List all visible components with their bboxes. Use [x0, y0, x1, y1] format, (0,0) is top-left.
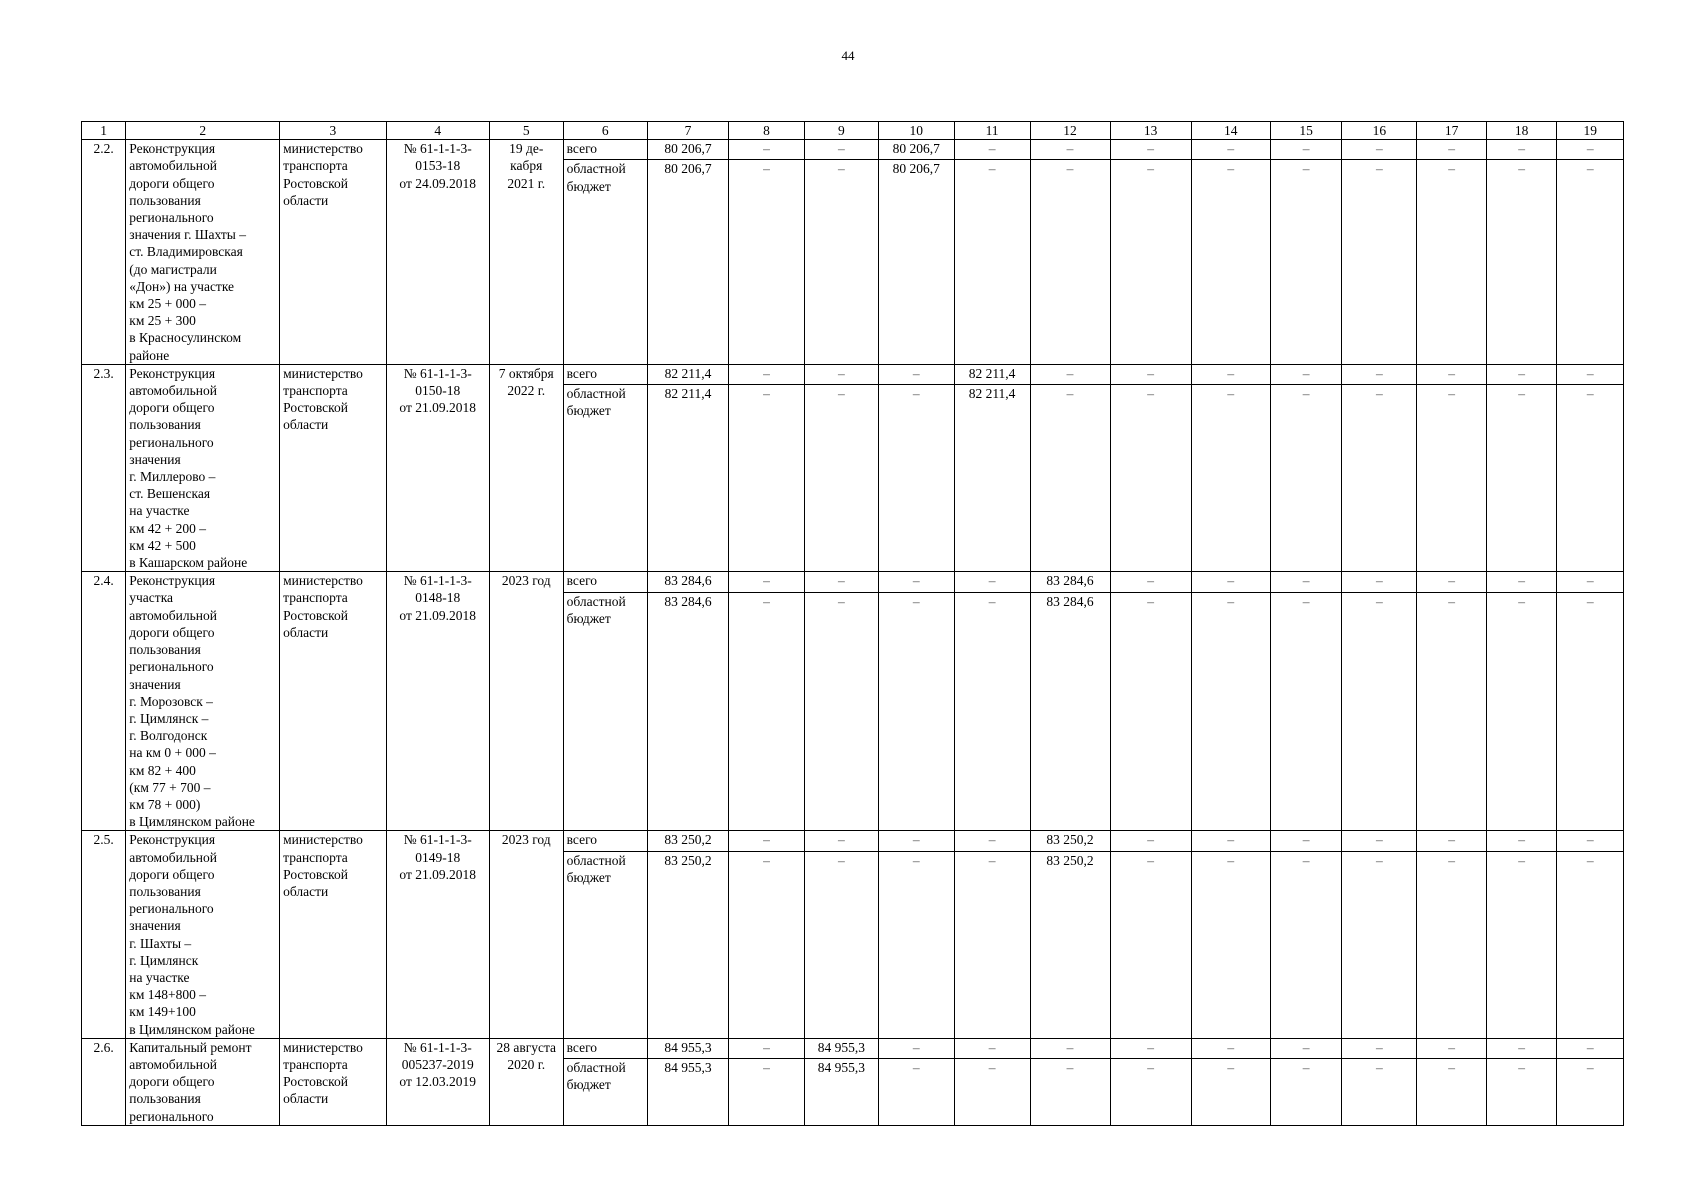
empty-value: –	[729, 1038, 805, 1058]
empty-value: –	[1191, 1038, 1270, 1058]
empty-value: –	[1417, 160, 1487, 364]
amount-value: 83 284,6	[647, 592, 728, 831]
empty-value: –	[1342, 572, 1417, 592]
empty-value: –	[1191, 140, 1270, 160]
table-row	[82, 831, 1624, 851]
empty-value: –	[1486, 1059, 1557, 1126]
column-header: 6	[563, 122, 647, 140]
amount-value: 83 250,2	[1030, 851, 1110, 1038]
empty-value: –	[1030, 1059, 1110, 1126]
amount-value: 80 206,7	[878, 140, 954, 160]
empty-value: –	[1342, 364, 1417, 384]
empty-value: –	[804, 140, 878, 160]
empty-value: –	[1191, 831, 1270, 851]
amount-value: 82 211,4	[954, 385, 1030, 572]
empty-value: –	[804, 385, 878, 572]
amount-value: 84 955,3	[647, 1038, 728, 1058]
funding-source: всего	[563, 364, 647, 384]
item-term: 7 октября 2022 г.	[489, 364, 563, 571]
empty-value: –	[1557, 592, 1624, 831]
empty-value: –	[1030, 140, 1110, 160]
item-number: 2.6.	[82, 1038, 126, 1125]
funding-source: всего	[563, 831, 647, 851]
empty-value: –	[729, 140, 805, 160]
item-document: № 61-1-1-3- 0153-18 от 24.09.2018	[386, 140, 489, 365]
empty-value: –	[1270, 592, 1342, 831]
column-header: 19	[1557, 122, 1624, 140]
empty-value: –	[1486, 592, 1557, 831]
amount-value: 83 250,2	[1030, 831, 1110, 851]
table-row	[82, 572, 1624, 592]
empty-value: –	[804, 831, 878, 851]
item-document: № 61-1-1-3- 0148-18 от 21.09.2018	[386, 572, 489, 831]
item-document: № 61-1-1-3- 0150-18 от 21.09.2018	[386, 364, 489, 571]
empty-value: –	[804, 851, 878, 1038]
empty-value: –	[1191, 160, 1270, 364]
amount-value: 84 955,3	[804, 1059, 878, 1126]
empty-value: –	[878, 364, 954, 384]
header-row	[82, 122, 1624, 140]
empty-value: –	[1110, 385, 1191, 572]
amount-value: 83 284,6	[1030, 592, 1110, 831]
empty-value: –	[1191, 851, 1270, 1038]
empty-value: –	[1270, 1059, 1342, 1126]
empty-value: –	[729, 385, 805, 572]
amount-value: 84 955,3	[647, 1059, 728, 1126]
empty-value: –	[1110, 831, 1191, 851]
empty-value: –	[878, 851, 954, 1038]
item-name: Реконструкция автомобильной дороги общего пользования регионального значения г. Шахты – г. Цимлянск на участке км 148+800 – км 149+100 в Цимлянском районе	[126, 831, 280, 1038]
column-header: 8	[729, 122, 805, 140]
empty-value: –	[954, 160, 1030, 364]
column-header: 17	[1417, 122, 1487, 140]
empty-value: –	[1557, 1059, 1624, 1126]
empty-value: –	[878, 385, 954, 572]
empty-value: –	[1191, 572, 1270, 592]
item-term: 19 де- кабря 2021 г.	[489, 140, 563, 365]
empty-value: –	[954, 592, 1030, 831]
item-customer: министерство транспорта Ростовской области	[280, 364, 386, 571]
amount-value: 82 211,4	[647, 385, 728, 572]
amount-value: 82 211,4	[647, 364, 728, 384]
item-term: 28 августа 2020 г.	[489, 1038, 563, 1125]
amount-value: 83 250,2	[647, 851, 728, 1038]
empty-value: –	[1486, 160, 1557, 364]
empty-value: –	[1030, 1038, 1110, 1058]
empty-value: –	[1030, 385, 1110, 572]
empty-value: –	[1486, 385, 1557, 572]
empty-value: –	[1342, 160, 1417, 364]
empty-value: –	[1417, 592, 1487, 831]
empty-value: –	[1110, 1059, 1191, 1126]
amount-value: 83 250,2	[647, 831, 728, 851]
empty-value: –	[1486, 1038, 1557, 1058]
empty-value: –	[729, 1059, 805, 1126]
empty-value: –	[1342, 1059, 1417, 1126]
amount-value: 82 211,4	[954, 364, 1030, 384]
empty-value: –	[1486, 364, 1557, 384]
funding-source: областной бюджет	[563, 385, 647, 572]
empty-value: –	[729, 364, 805, 384]
empty-value: –	[954, 1038, 1030, 1058]
amount-value: 80 206,7	[647, 140, 728, 160]
empty-value: –	[1270, 831, 1342, 851]
amount-value: 84 955,3	[804, 1038, 878, 1058]
amount-value: 80 206,7	[878, 160, 954, 364]
empty-value: –	[1110, 140, 1191, 160]
table-row	[82, 1038, 1624, 1058]
empty-value: –	[1417, 1059, 1487, 1126]
empty-value: –	[1110, 592, 1191, 831]
empty-value: –	[1417, 831, 1487, 851]
item-name: Реконструкция автомобильной дороги общего пользования регионального значения г. Миллерово – ст. Вешенская на участке км 42 + 200 – км 42 + 500 в Кашарском районе	[126, 364, 280, 571]
page-number: 44	[841, 48, 855, 63]
empty-value: –	[1557, 140, 1624, 160]
empty-value: –	[1110, 1038, 1191, 1058]
item-customer: министерство транспорта Ростовской области	[280, 140, 386, 365]
column-header: 12	[1030, 122, 1110, 140]
column-header: 13	[1110, 122, 1191, 140]
item-name: Реконструкция участка автомобильной дороги общего пользования регионального значения г. Морозовск – г. Цимлянск – г. Волгодонск на км 0 + 000 – км 82 + 400 (км 77 + 700 – км 78 + 000) в Цимлянском районе	[126, 572, 280, 831]
item-customer: министерство транспорта Ростовской области	[280, 572, 386, 831]
item-number: 2.2.	[82, 140, 126, 365]
empty-value: –	[1110, 364, 1191, 384]
amount-value: 83 284,6	[647, 572, 728, 592]
amount-value: 80 206,7	[647, 160, 728, 364]
empty-value: –	[1417, 1038, 1487, 1058]
empty-value: –	[1486, 572, 1557, 592]
empty-value: –	[1191, 385, 1270, 572]
empty-value: –	[1270, 364, 1342, 384]
empty-value: –	[729, 160, 805, 364]
empty-value: –	[1270, 851, 1342, 1038]
budget-table	[81, 121, 1624, 1126]
funding-source: областной бюджет	[563, 1059, 647, 1126]
column-header: 15	[1270, 122, 1342, 140]
empty-value: –	[1270, 140, 1342, 160]
column-header: 2	[126, 122, 280, 140]
funding-source: всего	[563, 1038, 647, 1058]
empty-value: –	[1191, 1059, 1270, 1126]
item-number: 2.5.	[82, 831, 126, 1038]
empty-value: –	[1486, 831, 1557, 851]
empty-value: –	[1270, 1038, 1342, 1058]
item-name: Реконструкция автомобильной дороги общего пользования регионального значения г. Шахты – ст. Владимировская (до магистрали «Дон») на участке км 25 + 000 – км 25 + 300 в Красносулинском районе	[126, 140, 280, 365]
empty-value: –	[1342, 831, 1417, 851]
empty-value: –	[1342, 385, 1417, 572]
column-header: 5	[489, 122, 563, 140]
empty-value: –	[954, 1059, 1030, 1126]
column-header: 14	[1191, 122, 1270, 140]
funding-source: всего	[563, 572, 647, 592]
table-row	[82, 140, 1624, 160]
empty-value: –	[1417, 364, 1487, 384]
empty-value: –	[1270, 385, 1342, 572]
empty-value: –	[878, 572, 954, 592]
column-header: 1	[82, 122, 126, 140]
empty-value: –	[1110, 851, 1191, 1038]
table-body	[82, 122, 1624, 1126]
item-customer: министерство транспорта Ростовской области	[280, 831, 386, 1038]
empty-value: –	[1342, 851, 1417, 1038]
empty-value: –	[729, 851, 805, 1038]
empty-value: –	[878, 831, 954, 851]
empty-value: –	[729, 831, 805, 851]
empty-value: –	[1270, 572, 1342, 592]
empty-value: –	[1191, 592, 1270, 831]
empty-value: –	[1110, 572, 1191, 592]
item-number: 2.3.	[82, 364, 126, 571]
funding-source: всего	[563, 140, 647, 160]
empty-value: –	[729, 592, 805, 831]
item-document: № 61-1-1-3- 005237-2019 от 12.03.2019	[386, 1038, 489, 1125]
empty-value: –	[1342, 592, 1417, 831]
item-term: 2023 год	[489, 572, 563, 831]
empty-value: –	[1486, 140, 1557, 160]
column-header: 16	[1342, 122, 1417, 140]
empty-value: –	[804, 572, 878, 592]
empty-value: –	[1417, 385, 1487, 572]
column-header: 7	[647, 122, 728, 140]
empty-value: –	[1557, 364, 1624, 384]
item-document: № 61-1-1-3- 0149-18 от 21.09.2018	[386, 831, 489, 1038]
item-term: 2023 год	[489, 831, 563, 1038]
amount-value: 83 284,6	[1030, 572, 1110, 592]
funding-source: областной бюджет	[563, 160, 647, 364]
empty-value: –	[1342, 1038, 1417, 1058]
empty-value: –	[1417, 851, 1487, 1038]
empty-value: –	[804, 160, 878, 364]
empty-value: –	[878, 1059, 954, 1126]
empty-value: –	[729, 572, 805, 592]
column-header: 9	[804, 122, 878, 140]
column-header: 18	[1486, 122, 1557, 140]
empty-value: –	[954, 851, 1030, 1038]
empty-value: –	[1030, 364, 1110, 384]
empty-value: –	[804, 592, 878, 831]
column-header: 10	[878, 122, 954, 140]
empty-value: –	[1110, 160, 1191, 364]
empty-value: –	[954, 572, 1030, 592]
empty-value: –	[1417, 140, 1487, 160]
empty-value: –	[954, 140, 1030, 160]
table-row	[82, 364, 1624, 384]
funding-source: областной бюджет	[563, 851, 647, 1038]
empty-value: –	[1557, 572, 1624, 592]
empty-value: –	[1557, 851, 1624, 1038]
column-header: 4	[386, 122, 489, 140]
empty-value: –	[1557, 160, 1624, 364]
item-number: 2.4.	[82, 572, 126, 831]
empty-value: –	[1270, 160, 1342, 364]
empty-value: –	[1557, 1038, 1624, 1058]
column-header: 11	[954, 122, 1030, 140]
empty-value: –	[1191, 364, 1270, 384]
empty-value: –	[1486, 851, 1557, 1038]
empty-value: –	[878, 1038, 954, 1058]
item-name: Капитальный ремонт автомобильной дороги общего пользования регионального	[126, 1038, 280, 1125]
empty-value: –	[1030, 160, 1110, 364]
empty-value: –	[1557, 385, 1624, 572]
empty-value: –	[1417, 572, 1487, 592]
funding-source: областной бюджет	[563, 592, 647, 831]
empty-value: –	[1557, 831, 1624, 851]
item-customer: министерство транспорта Ростовской области	[280, 1038, 386, 1125]
empty-value: –	[804, 364, 878, 384]
column-header: 3	[280, 122, 386, 140]
empty-value: –	[878, 592, 954, 831]
empty-value: –	[954, 831, 1030, 851]
empty-value: –	[1342, 140, 1417, 160]
